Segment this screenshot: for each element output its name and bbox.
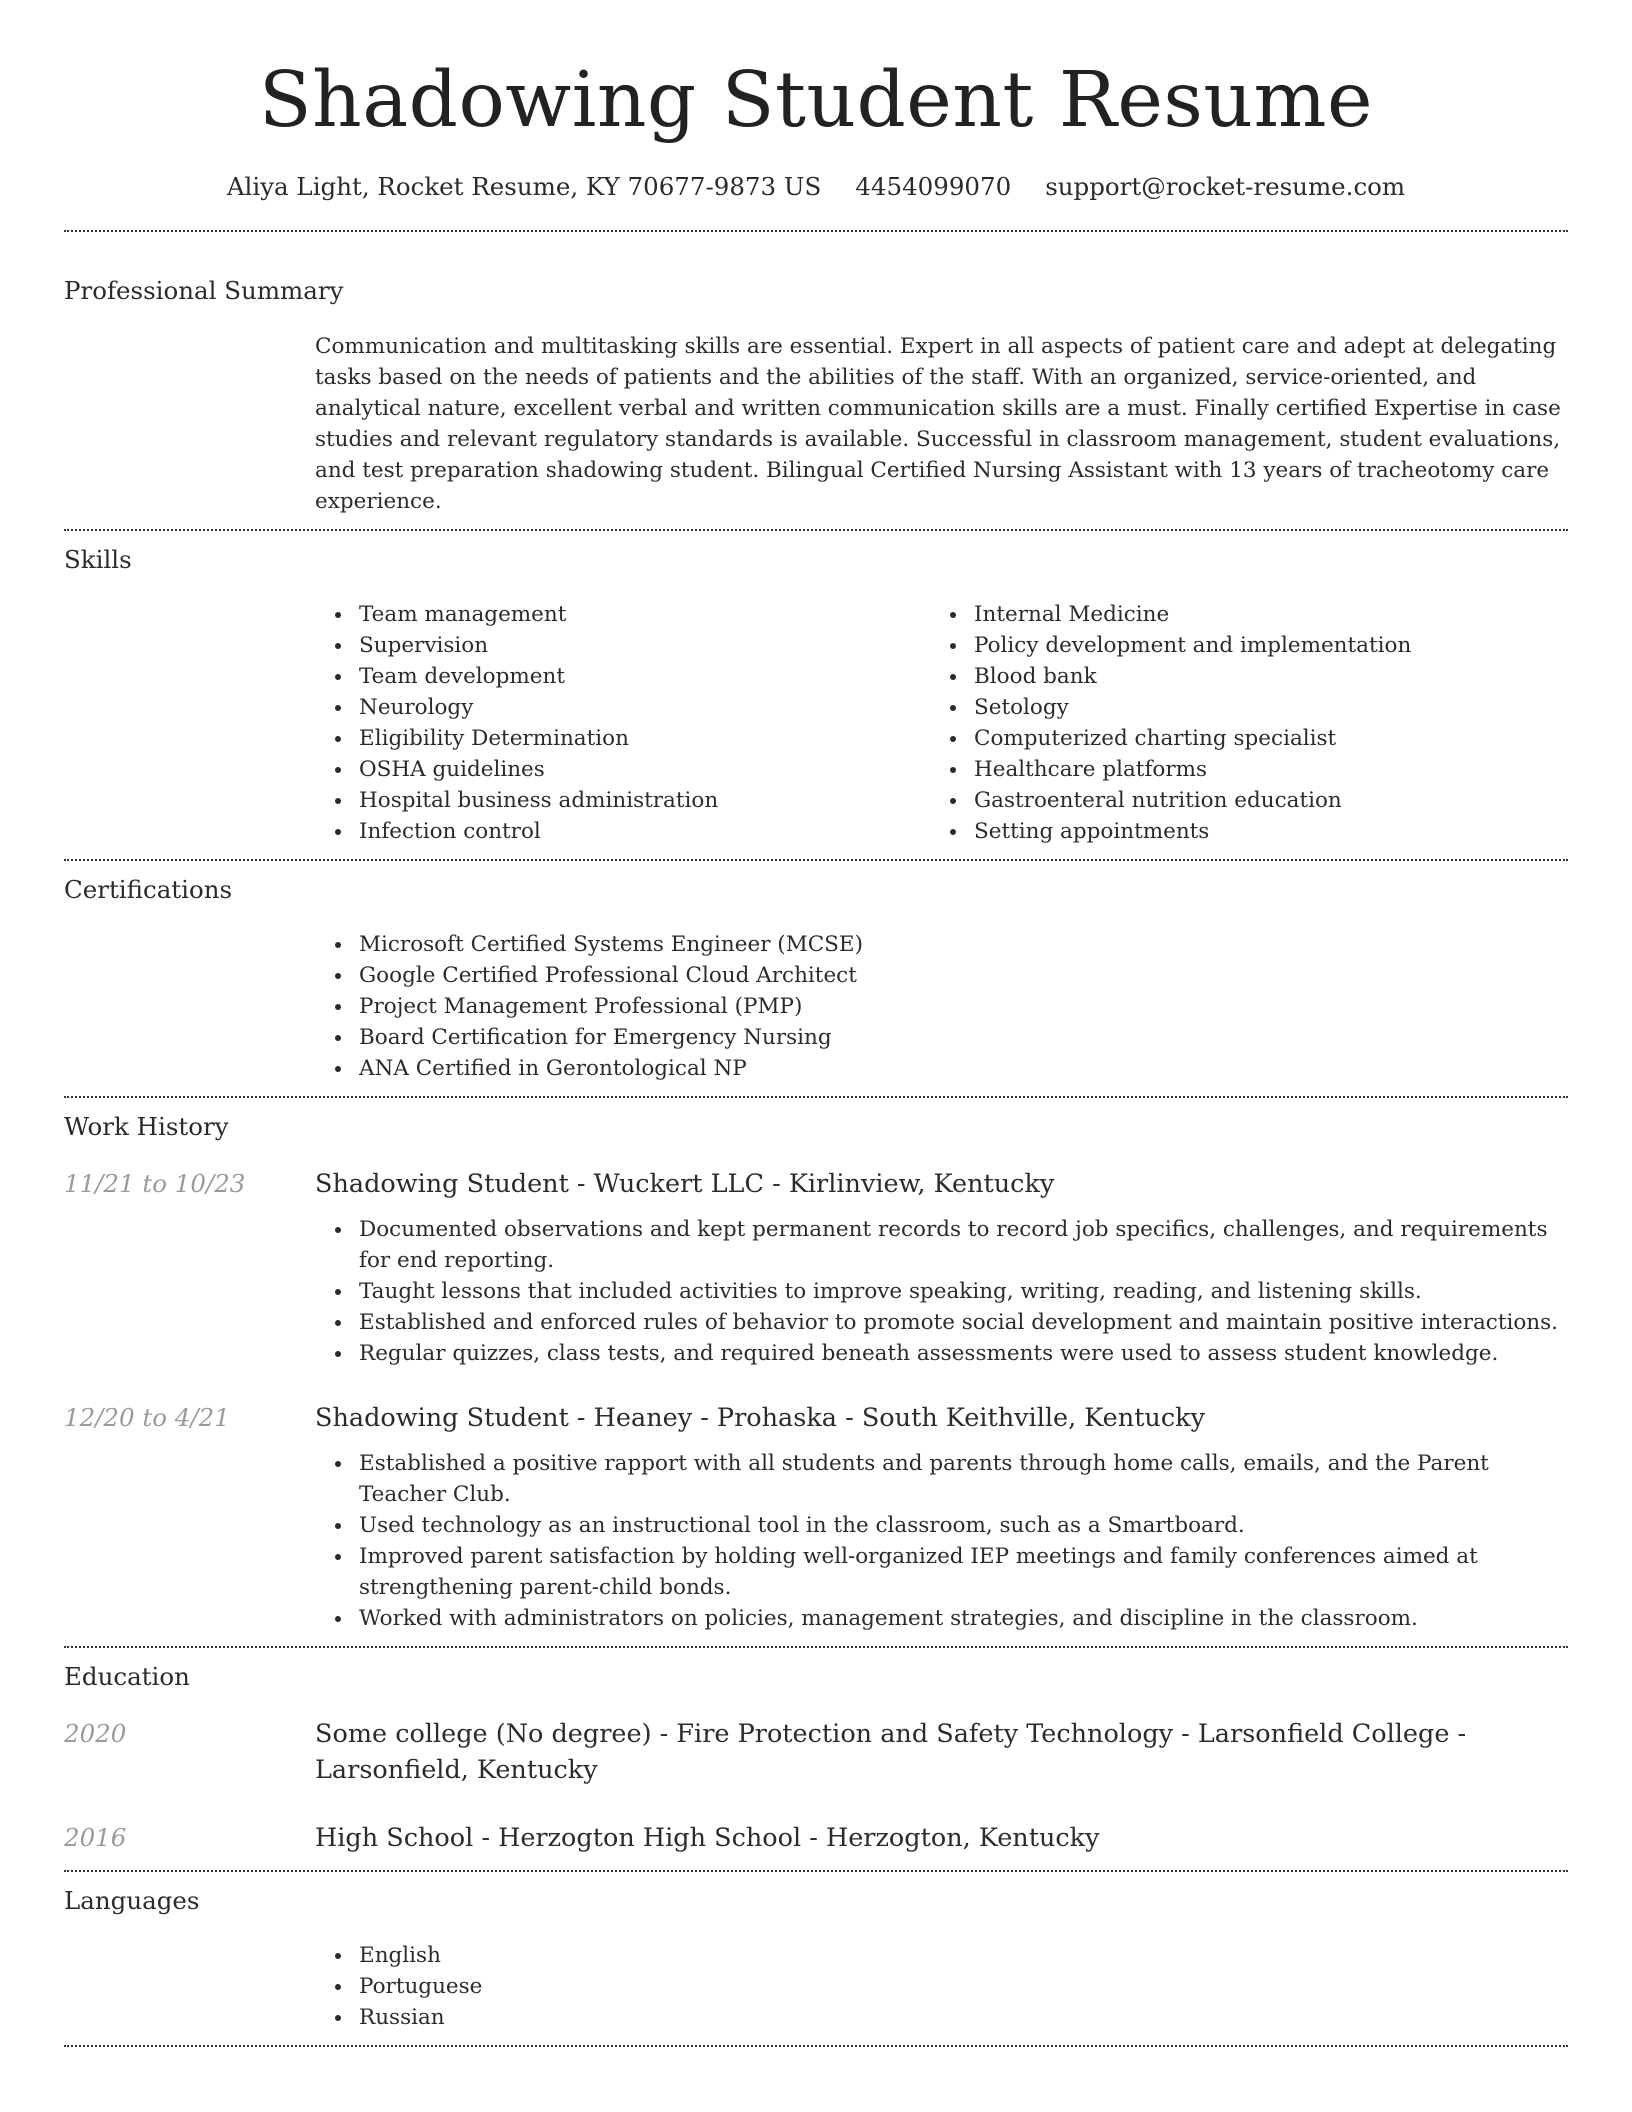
work-history-section (64, 1098, 1568, 1634)
list-item: Policy development and implementation (930, 630, 1545, 661)
list-item: Gastroenteral nutrition education (930, 785, 1545, 816)
job-entry (64, 1166, 1568, 1369)
summary-text: Communication and multitasking skills are essential. Expert in all aspects of patient care and adept at delegating tasks based on the needs of patients and the abilities of the staff. With an organized, service-oriented, and analytical nature, excellent verbal and written communication skills are a must. Finally certified Expertise in case studies and relevant regulatory standards is available. Successful in classroom management, student evaluations, and test preparation shadowing student. Bilingual Certified Nursing Assistant with 13 years of tracheotomy care experience. (315, 334, 1561, 514)
section-heading-certifications: Certifications (64, 875, 233, 904)
job-title: Shadowing Student - Heaney - Prohaska - South Keithville, Kentucky (315, 1403, 1205, 1433)
professional-summary-section (64, 232, 1568, 517)
languages-list (315, 1940, 1568, 2033)
education-section (64, 1648, 1568, 1856)
list-item: Computerized charting specialist (930, 723, 1545, 754)
list-item: Established and enforced rules of behavior to promote social development and maintain positive interactions. (315, 1307, 1568, 1338)
resume-title: Shadowing Student Resume (258, 56, 1374, 145)
education-year: 2020 (64, 1719, 127, 1748)
list-item: OSHA guidelines (315, 754, 930, 785)
list-item: Setting appointments (930, 816, 1545, 847)
section-heading-summary: Professional Summary (64, 276, 344, 305)
list-item: Google Certified Professional Cloud Architect (315, 960, 1568, 991)
languages-content (315, 1940, 1568, 2033)
certifications-list (315, 929, 1568, 1084)
list-item: Improved parent satisfaction by holding well-organized IEP meetings and family conferences aimed at strengthening parent-child bonds. (315, 1541, 1568, 1603)
list-item: Microsoft Certified Systems Engineer (MCSE) (315, 929, 1568, 960)
list-item: Regular quizzes, class tests, and required beneath assessments were used to assess student knowledge. (315, 1338, 1568, 1369)
education-year: 2016 (64, 1823, 127, 1852)
skills-section (64, 531, 1568, 847)
section-divider (64, 2045, 1568, 2047)
list-item: Neurology (315, 692, 930, 723)
list-item: ANA Certified in Gerontological NP (315, 1053, 1568, 1084)
list-item: Project Management Professional (PMP) (315, 991, 1568, 1022)
job-dates: 12/20 to 4/21 (64, 1403, 230, 1432)
list-item: Blood bank (930, 661, 1545, 692)
section-heading-skills: Skills (64, 545, 132, 574)
education-entry (64, 1820, 1568, 1856)
job-bullets (315, 1448, 1568, 1634)
skills-list-left (315, 599, 930, 847)
contact-email: support@rocket-resume.com (1045, 172, 1406, 201)
education-entry (64, 1716, 1568, 1788)
summary-content (315, 331, 1568, 517)
list-item: Taught lessons that included activities to improve speaking, writing, reading, and listening skills. (315, 1276, 1568, 1307)
list-item: Team development (315, 661, 930, 692)
list-item: Team management (315, 599, 930, 630)
list-item: English (315, 1940, 1568, 1971)
skills-grid (315, 599, 1568, 847)
list-item: Board Certification for Emergency Nursing (315, 1022, 1568, 1053)
list-item: Portuguese (315, 1971, 1568, 2002)
job-details (315, 1214, 1568, 1369)
list-item: Russian (315, 2002, 1568, 2033)
skills-list-right (930, 599, 1545, 847)
job-title: Shadowing Student - Wuckert LLC - Kirlinview, Kentucky (315, 1169, 1055, 1199)
list-item: Supervision (315, 630, 930, 661)
job-dates: 11/21 to 10/23 (64, 1169, 246, 1198)
languages-section (64, 1872, 1568, 2033)
list-item: Documented observations and kept permanent records to record job specifics, challenges, and requirements for end reporting. (315, 1214, 1568, 1276)
list-item: Infection control (315, 816, 930, 847)
contact-phone: 4454099070 (855, 172, 1012, 201)
list-item: Used technology as an instructional tool in the classroom, such as a Smartboard. (315, 1510, 1568, 1541)
education-text: Some college (No degree) - Fire Protection and Safety Technology - Larsonfield College - Larsonfield, Kentucky (315, 1719, 1467, 1785)
contact-line (64, 170, 1568, 204)
job-bullets (315, 1214, 1568, 1369)
education-text: High School - Herzogton High School - Herzogton, Kentucky (315, 1823, 1100, 1853)
certifications-content (315, 929, 1568, 1084)
list-item: Setology (930, 692, 1545, 723)
section-heading-education: Education (64, 1662, 190, 1691)
section-heading-work: Work History (64, 1112, 229, 1141)
list-item: Eligibility Determination (315, 723, 930, 754)
list-item: Internal Medicine (930, 599, 1545, 630)
job-entry (64, 1400, 1568, 1634)
list-item: Healthcare platforms (930, 754, 1545, 785)
contact-address: Aliya Light, Rocket Resume, KY 70677-9873 US (226, 172, 822, 201)
list-item: Hospital business administration (315, 785, 930, 816)
list-item: Established a positive rapport with all students and parents through home calls, emails, and the Parent Teacher Club. (315, 1448, 1568, 1510)
section-heading-languages: Languages (64, 1886, 200, 1915)
list-item: Worked with administrators on policies, management strategies, and discipline in the classroom. (315, 1603, 1568, 1634)
certifications-section (64, 861, 1568, 1084)
job-details (315, 1448, 1568, 1634)
